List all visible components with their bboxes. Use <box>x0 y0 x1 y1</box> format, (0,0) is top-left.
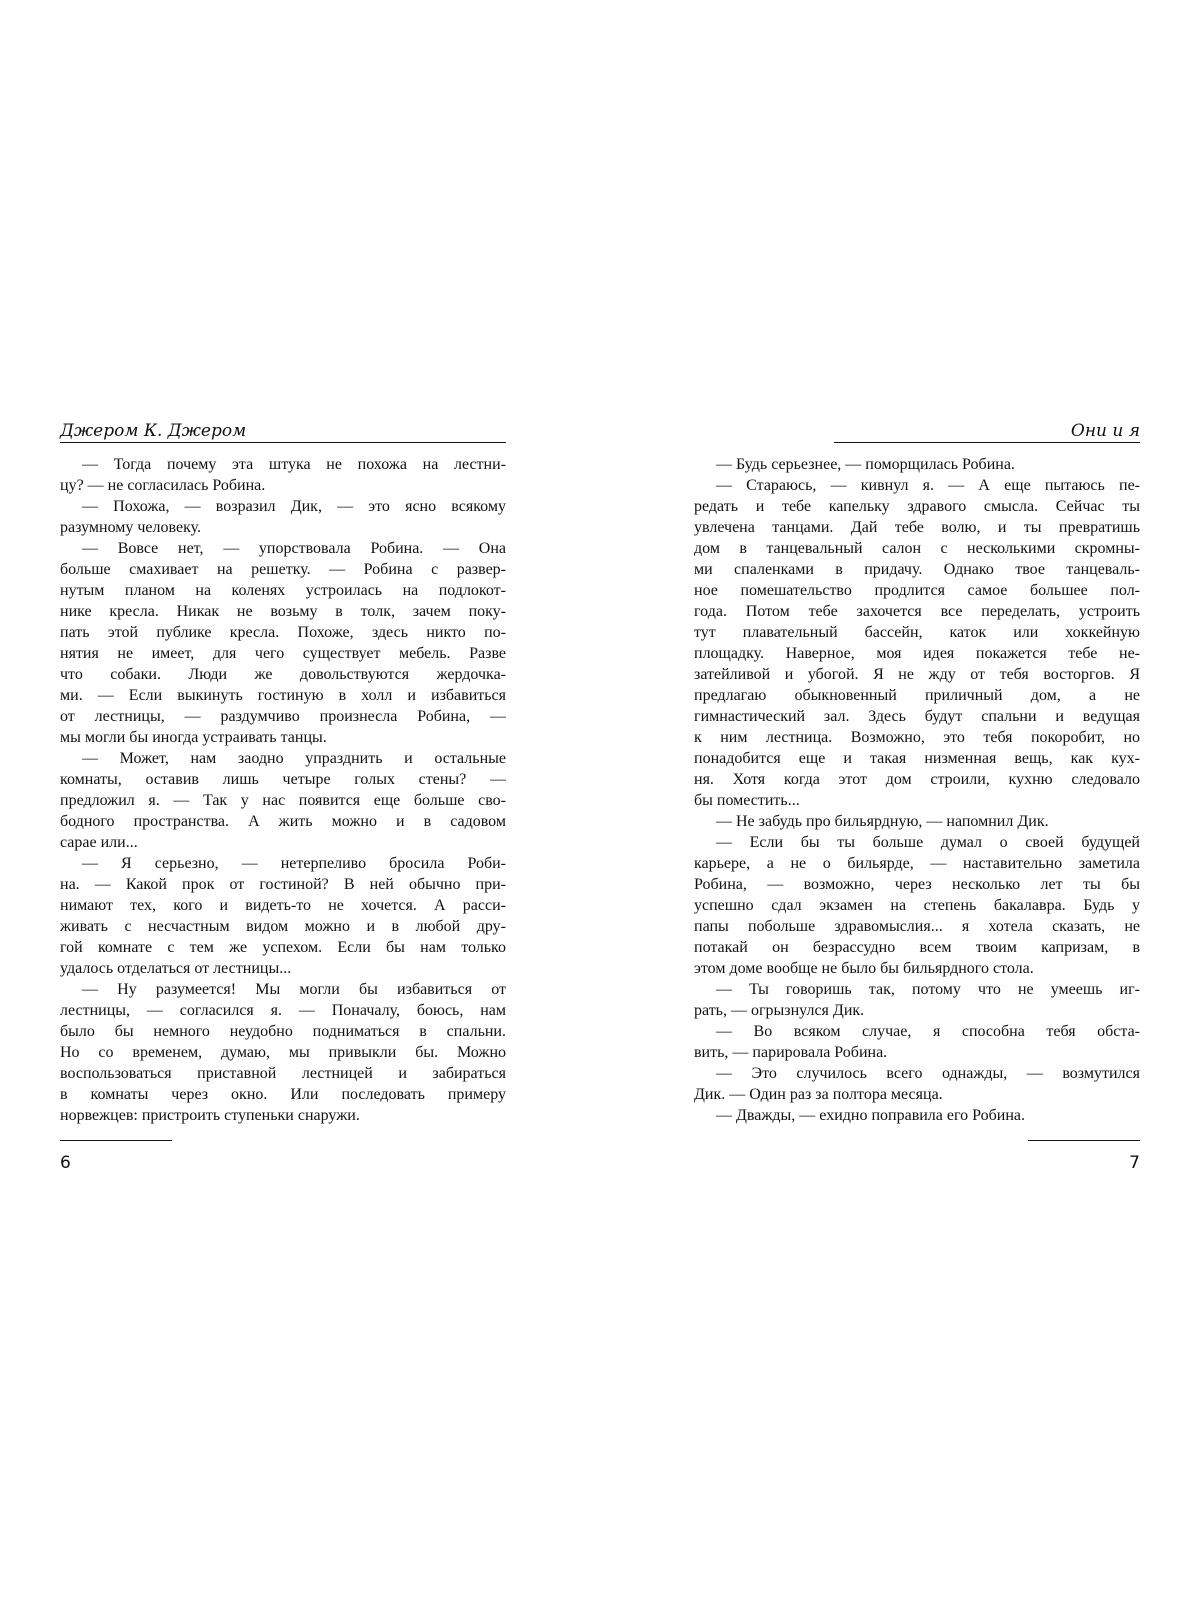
text-line: увлечена танцами. Дай тебе волю, и ты превратишь <box>694 519 1140 536</box>
left-page <box>60 0 506 1600</box>
text-line: этом доме вообще не было бы бильярдного стола. <box>694 960 1034 977</box>
text-line: — Я серьезно, — нетерпеливо бросила Роби- <box>82 855 506 872</box>
text-line: нутым планом на коленях устроилась на подлокот- <box>60 582 506 599</box>
text-line: карьере, а не о бильярде, — наставительно заметила <box>694 855 1140 872</box>
text-line: папы побольше здравомыслия... я хотела сказать, не <box>694 918 1140 935</box>
text-line: — Может, нам заодно упразднить и остальные <box>82 750 506 767</box>
text-line: понадобится еще и такая низменная вещь, как кух- <box>694 750 1140 767</box>
running-header <box>60 420 506 442</box>
page-body <box>60 454 506 1126</box>
text-line: потакай он безрассудно всем твоим капризам, в <box>694 939 1140 956</box>
text-line: что собаки. Люди же довольствуются жердочка- <box>60 666 506 683</box>
text-line: живать с несчастным видом можно и в любой дру- <box>60 918 506 935</box>
text-line: цу? — не согласилась Робина. <box>60 477 266 494</box>
text-line: мы могли бы иногда устраивать танцы. <box>60 729 327 746</box>
text-line: — Дважды, — ехидно поправила его Робина. <box>716 1107 1026 1124</box>
text-line: — Будь серьезнее, — поморщилась Робина. <box>716 456 1015 473</box>
text-line: предложил я. — Так у нас появится еще больше сво- <box>60 792 506 809</box>
page-number: 6 <box>60 1153 71 1173</box>
right-page <box>694 0 1140 1600</box>
text-line: — Ну разумеется! Мы могли бы избавиться от <box>82 981 506 998</box>
text-line: рать, — огрызнулся Дик. <box>694 1002 865 1019</box>
text-line: гимнастический зал. Здесь будут спальни и ведущая <box>694 708 1140 725</box>
text-line: нике кресла. Никак не возьму в толк, зачем поку- <box>60 603 506 620</box>
text-line: редать и тебе капельку здравого смысла. Сейчас ты <box>694 498 1140 515</box>
footer-rule <box>60 1140 172 1141</box>
text-line: тут плавательный бассейн, каток или хоккейную <box>694 624 1140 641</box>
running-head-author: Джером К. Джером <box>60 421 247 441</box>
running-head-title: Они и я <box>1070 421 1140 441</box>
text-line: ми. — Если выкинуть гостиную в холл и избавиться <box>60 687 506 704</box>
text-line: предлагаю обыкновенный приличный дом, а не <box>694 687 1140 704</box>
text-line: успешно сдал экзамен на степень бакалавра. Будь у <box>694 897 1140 914</box>
header-rule <box>834 442 1140 443</box>
text-line: лестницы, — согласился я. — Поначалу, боюсь, нам <box>60 1002 506 1019</box>
text-line: бодного пространства. А жить можно и в садовом <box>60 813 506 830</box>
page-number: 7 <box>1129 1153 1140 1173</box>
text-line: — Вовсе нет, — упорствовала Робина. — Она <box>82 540 506 557</box>
text-line: — Стараюсь, — кивнул я. — А еще пытаюсь пе- <box>716 477 1140 494</box>
text-line: ное помешательство продлится самое большее пол- <box>694 582 1140 599</box>
text-line: больше смахивает на решетку. — Робина с развер- <box>60 561 506 578</box>
text-line: было бы немного неудобно подниматься в спальни. <box>60 1023 506 1040</box>
text-line: Робина, — возможно, через несколько лет ты бы <box>694 876 1140 893</box>
text-line: года. Потом тебе захочется все переделать, устроить <box>694 603 1140 620</box>
text-line: — Не забудь про бильярдную, — напомнил Дик. <box>716 813 1049 830</box>
text-line: Дик. — Один раз за полтора месяца. <box>694 1086 943 1103</box>
text-line: ня. Хотя когда этот дом строили, кухню следовало <box>694 771 1140 788</box>
text-line: дом в танцевальный салон с несколькими скромны- <box>694 540 1140 557</box>
text-line: воспользоваться приставной лестницей и забираться <box>60 1065 506 1082</box>
text-line: сарае или... <box>60 834 138 851</box>
text-line: гой комнате с тем же успехом. Если бы нам только <box>60 939 506 956</box>
text-line: — Это случилось всего однажды, — возмутился <box>716 1065 1140 1082</box>
text-line: нимают тех, кого и видеть-то не хочется. А расси- <box>60 897 506 914</box>
running-header <box>694 420 1140 442</box>
text-line: от лестницы, — раздумчиво произнесла Робина, — <box>60 708 506 725</box>
text-line: комнаты, оставив лишь четыре голых стены? — <box>60 771 506 788</box>
text-line: норвежцев: пристроить ступеньки снаружи. <box>60 1107 360 1124</box>
text-line: площадку. Наверное, моя идея покажется тебе не- <box>694 645 1140 662</box>
text-line: бы поместить... <box>694 792 800 809</box>
text-line: пать этой публике кресла. Похоже, здесь никто по- <box>60 624 506 641</box>
text-line: к ним лестница. Возможно, это тебя покоробит, но <box>694 729 1140 746</box>
text-line: — Тогда почему эта штука не похожа на лестни- <box>82 456 506 473</box>
text-line: — Во всяком случае, я способна тебя обста- <box>716 1023 1140 1040</box>
text-line: — Ты говоришь так, потому что не умеешь иг- <box>716 981 1140 998</box>
text-line: разумному человеку. <box>60 519 202 536</box>
text-line: — Похожа, — возразил Дик, — это ясно всякому <box>82 498 506 515</box>
text-line: вить, — парировала Робина. <box>694 1044 888 1061</box>
text-line: удалось отделаться от лестницы... <box>60 960 292 977</box>
text-line: на. — Какой прок от гостиной? В ней обычно при- <box>60 876 506 893</box>
header-rule <box>60 442 506 443</box>
footer-rule <box>1028 1140 1140 1141</box>
text-line: ми спаленками в придачу. Однако твое танцеваль- <box>694 561 1140 578</box>
text-line: — Если бы ты больше думал о своей будущей <box>716 834 1140 851</box>
text-line: Но со временем, думаю, мы привыкли бы. Можно <box>60 1044 506 1061</box>
page-body <box>694 454 1140 1126</box>
text-line: в комнаты через окно. Или последовать примеру <box>60 1086 506 1103</box>
text-line: нятия не имеет, для чего существует мебель. Разве <box>60 645 506 662</box>
text-line: затейливой и убогой. Я не жду от тебя восторгов. Я <box>694 666 1140 683</box>
